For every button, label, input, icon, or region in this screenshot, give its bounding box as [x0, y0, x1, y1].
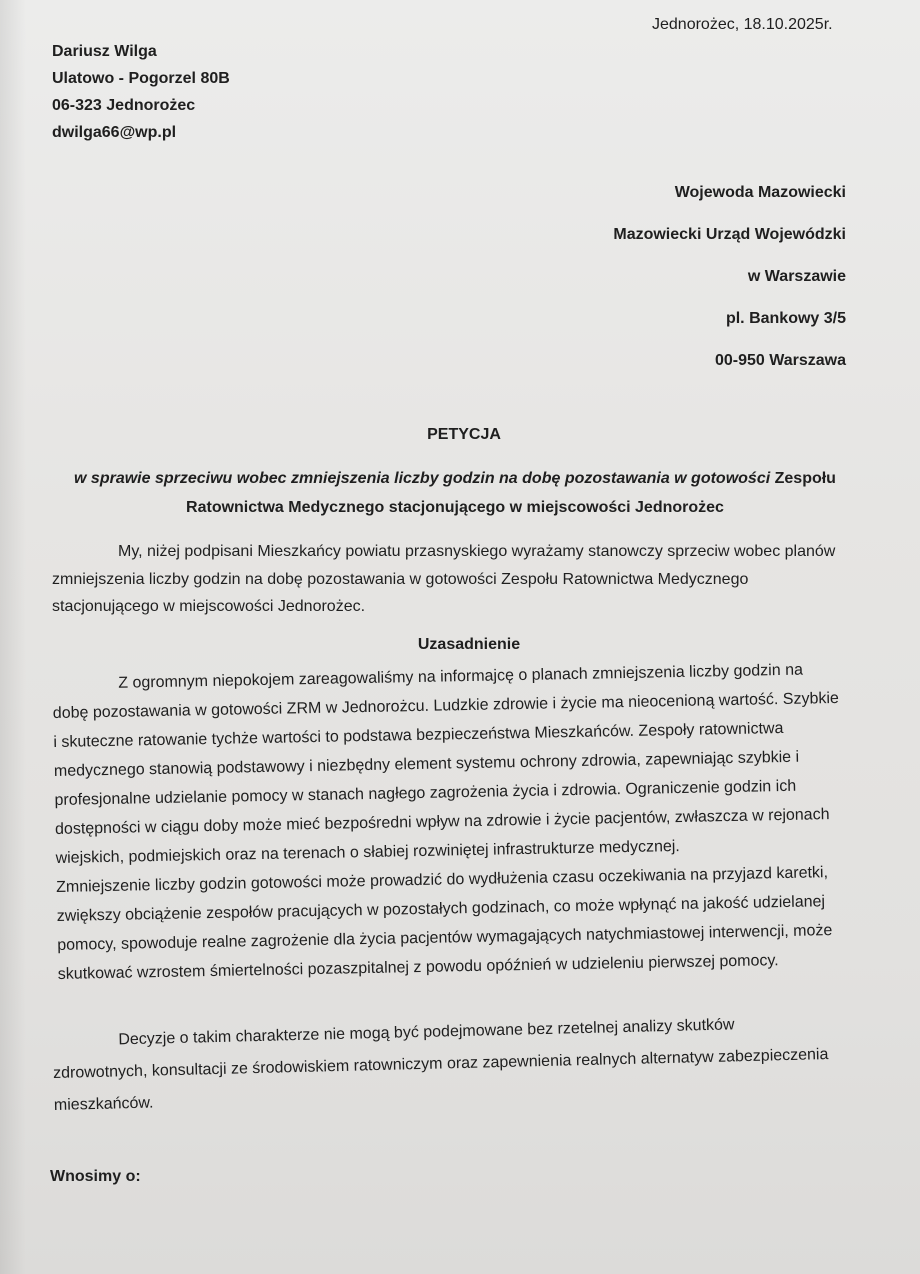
recipient-block	[613, 172, 846, 382]
justification-body	[52, 655, 848, 989]
sender-address-line2: 06-323 Jednorożec	[52, 97, 196, 114]
justification-paragraph-3: Decyzje o takim charakterze nie mogą być podejmowane bez rzetelnej analizy skutków zdrowotnych, konsultacji ze środowiskiem ratowniczym oraz zapewnienia realnych alternatyw zabezpieczenia mieszkańców.	[52, 1016, 829, 1114]
letter-date: Jednorożec, 18.10.2025r.	[652, 16, 833, 33]
recipient-line5: 00-950 Warszawa	[714, 352, 846, 369]
document-title: PETYCJA	[427, 426, 501, 443]
justification-paragraph-2: Zmniejszenie liczby godzin gotowości może prowadzić do wydłużenia czasu oczekiwania na przyjazd karetki, zwiększy obciążenie zespołów pracujących w pozostałych godzinach, co może wpłynąć na jakość udzielanej pomocy, spowoduje realne zagrożenie dla życia pacjentów wymagających natychmiastowej interwencji, może skutkować wzrostem śmiertelności pozaszpitalnej z powodu opóźnień w udzieleniu pierwszej pomocy.	[56, 864, 833, 983]
subject-italic-part: w sprawie sprzeciwu wobec zmniejszenia liczby godzin na dobę pozostawania w gotowości	[74, 470, 771, 487]
sender-email: dwilga66@wp.pl	[52, 124, 177, 141]
recipient-line2: Mazowiecki Urząd Wojewódzki	[613, 226, 846, 243]
subject-regular-part: Zespołu Ratownictwa Medycznego stacjonującego w miejscowości Jednorożec	[186, 470, 836, 516]
closing-heading: Wnosimy o:	[50, 1168, 141, 1185]
justification-heading: Uzasadnienie	[417, 636, 521, 653]
recipient-line1: Wojewoda Mazowiecki	[674, 184, 846, 201]
recipient-line4: pl. Bankowy 3/5	[725, 310, 846, 327]
sender-address-line1: Ulatowo - Pogorzel 80B	[52, 70, 230, 87]
sender-block	[52, 38, 230, 146]
intro-paragraph: My, niżej podpisani Mieszkańcy powiatu przasnyskiego wyrażamy stanowczy sprzeciw wobec planów zmniejszenia liczby godzin na dobę pozostawania w gotowości Zespołu Ratownictwa Medycznego stacjonującego w miejscowości Jednorożec.	[52, 543, 836, 615]
justification-paragraph-1: Z ogromnym niepokojem zareagowaliśmy na informajcę o planach zmniejszenia liczby godzin na dobę pozostawania w gotowości ZRM w Jednorożcu. Ludzkie zdrowie i życie ma nieocenioną wartość. Szybkie i skuteczne ratowanie tychże wartości to podstawa bezpieczeństwa Mieszkańców. Zespoły ratownictwa medycznego stanowią podstawowy i niezbędny element systemu ochrony zdrowia, zapewniając szybkie i profesjonalne udzielanie pomocy w stanach nagłego zagrożenia życia i zdrowia. Ograniczenie godzin ich dostępności w ciągu doby może mieć bezpośredni wpływ na zdrowie i życie pacjentów, zwłaszcza w rejonach wiejskich, podmiejskich oraz na terenach o słabiej rozwiniętej infrastrukturze medycznej.	[52, 661, 840, 867]
recipient-line3: w Warszawie	[747, 268, 846, 285]
sender-name: Dariusz Wilga	[52, 43, 157, 60]
document-subject	[50, 464, 860, 522]
